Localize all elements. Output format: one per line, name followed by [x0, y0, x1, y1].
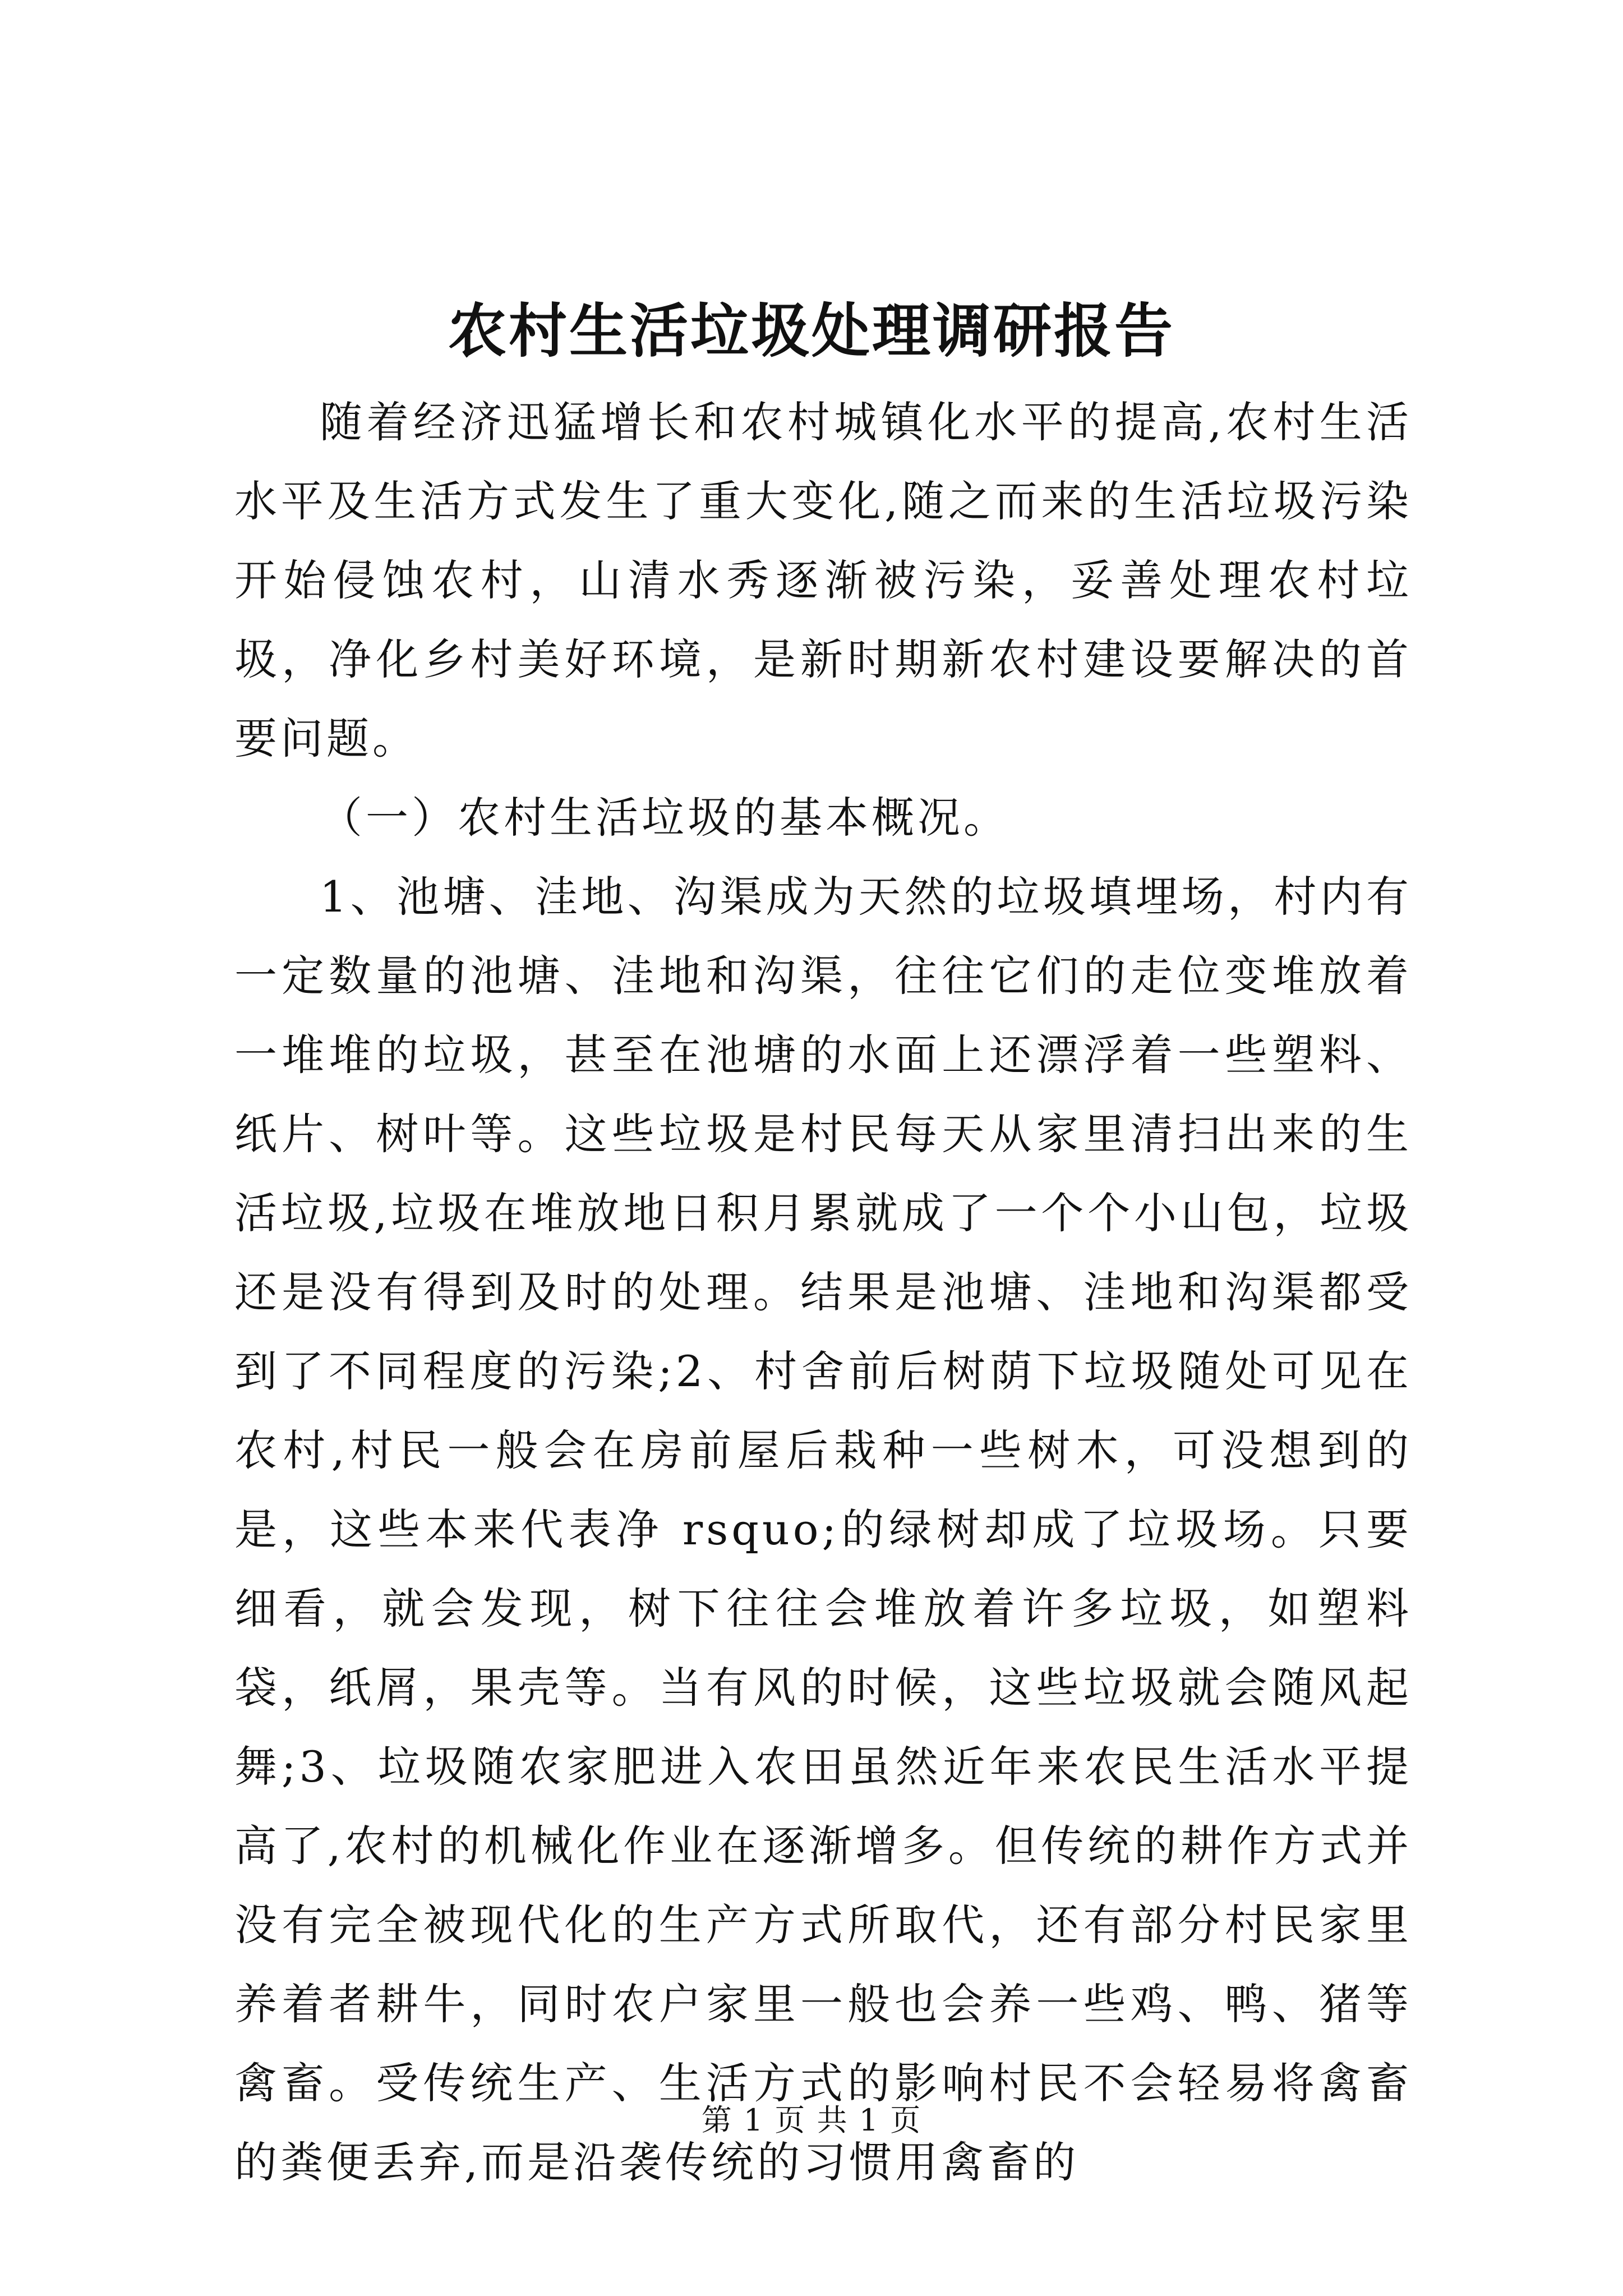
paragraph-overview: 1、池塘、洼地、沟渠成为天然的垃圾填埋场，村内有一定数量的池塘、洼地和沟渠，往往它们的走位变堆放着一堆堆的垃圾，甚至在池塘的水面上还漂浮着一些塑料、纸片、树叶等。这些垃圾是村民每天从家里清扫出来的生活垃圾,垃圾在堆放地日积月累就成了一个个小山包，垃圾还是没有得到及时的处理。结果是池塘、洼地和沟渠都受到了不同程度的污染;2、村舍前后树荫下垃圾随处可见在农村,村民一般会在房前屋后栽种一些树木，可没想到的是，这些本来代表净 rsquo;的绿树却成了垃圾场。只要细看，就会发现，树下往往会堆放着许多垃圾，如塑料袋，纸屑，果壳等。当有风的时候，这些垃圾就会随风起舞;3、垃圾随农家肥进入农田虽然近年来农民生活水平提高了,农村的机械化作业在逐渐增多。但传统的耕作方式并没有完全被现代化的生产方式所取代，还有部分村民家里养着者耕牛，同时农户家里一般也会养一些鸡、鸭、猪等禽畜。受传统生产、生活方式的影响村民不会轻易将禽畜的粪便丢弃,而是沿袭传统的习惯用禽畜的: [234, 872, 1412, 2187]
document-body: [234, 383, 1412, 2202]
document-title: 农村生活垃圾处理调研报告: [448, 296, 1175, 365]
page-footer: 第 1 页 共 1 页: [701, 2102, 922, 2138]
section-heading: （一）农村生活垃圾的基本概况。: [320, 793, 1009, 843]
paragraph-intro: 随着经济迅猛增长和农村城镇化水平的提高,农村生活水平及生活方式发生了重大变化,随之而来的生活垃圾污染开始侵蚀农村，山清水秀逐渐被污染，妥善处理农村垃圾，净化乡村美好环境，是新时期新农村建设要解决的首要问题。: [234, 397, 1412, 763]
